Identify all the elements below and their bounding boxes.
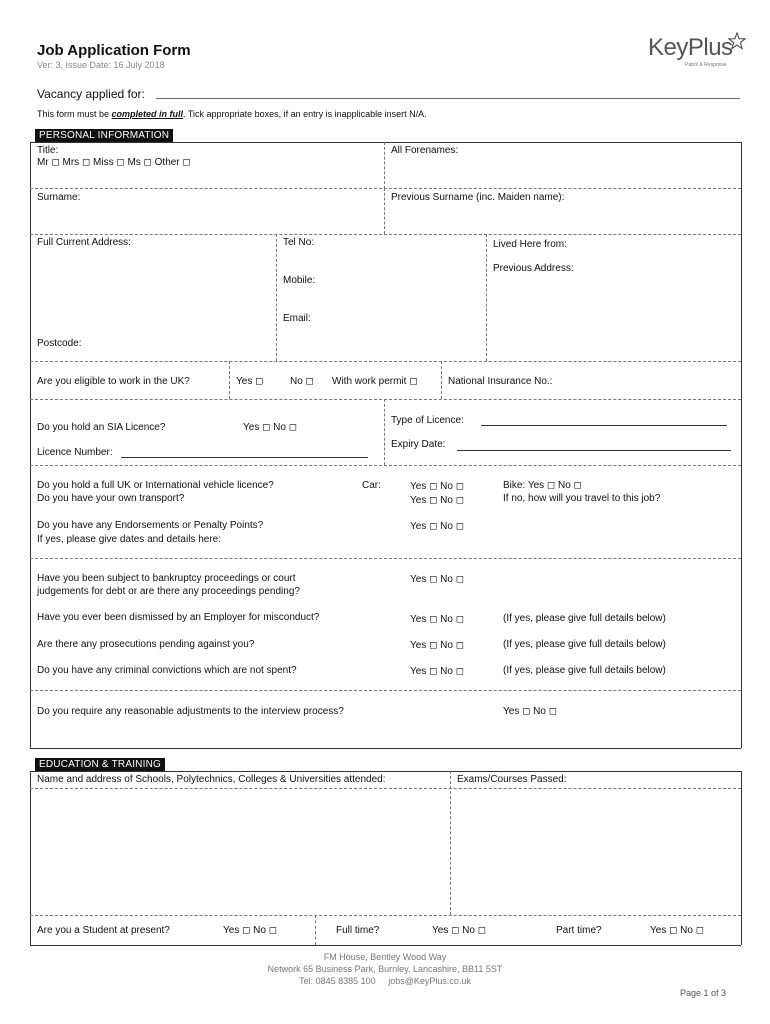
page-number: Page 1 of 3 — [680, 988, 727, 998]
eligible-yes-checkbox[interactable]: Yes ◻ — [236, 376, 264, 387]
lived-here-label: Lived Here from: — [493, 239, 567, 250]
car-label: Car: — [362, 480, 381, 491]
sia-options[interactable]: Yes ◻ No ◻ — [243, 422, 298, 433]
footer-address-line1: FM House, Bentley Wood Way — [323, 952, 447, 962]
prosecution-question: Are there any prosecutions pending against you? — [37, 639, 255, 650]
schools-input-area[interactable] — [32, 790, 448, 914]
parttime-options[interactable]: Yes ◻ No ◻ — [650, 925, 705, 936]
vacancy-input[interactable] — [156, 98, 740, 99]
sia-question: Do you hold an SIA Licence? — [37, 422, 166, 433]
prosecution-options[interactable]: Yes ◻ No ◻ — [410, 640, 465, 651]
student-question: Are you a Student at present? — [37, 925, 170, 936]
national-insurance-label: National Insurance No.: — [448, 376, 553, 387]
address-label: Full Current Address: — [37, 237, 131, 248]
student-options[interactable]: Yes ◻ No ◻ — [223, 925, 278, 936]
keyplus-logo — [648, 34, 744, 72]
logo-tagline: Patrol & Response — [685, 62, 727, 68]
star-icon — [728, 32, 746, 50]
exams-label: Exams/Courses Passed: — [457, 774, 567, 785]
eligible-question: Are you eligible to work in the UK? — [37, 376, 190, 387]
convictions-options[interactable]: Yes ◻ No ◻ — [410, 666, 465, 677]
endorsements-details-prompt: If yes, please give dates and details here: — [37, 534, 222, 545]
bankruptcy-question-line1: Have you been subject to bankruptcy proceedings or court — [37, 573, 296, 584]
dismissed-question: Have you ever been dismissed by an Employer for misconduct? — [37, 612, 320, 623]
postcode-label: Postcode: — [37, 338, 82, 349]
footer-contact: Tel: 0845 8385 100 jobs@KeyPlus.co.uk — [299, 976, 471, 986]
work-permit-checkbox[interactable]: With work permit ◻ — [332, 376, 418, 387]
bankruptcy-question-line2: judgements for debt or are there any proceedings pending? — [37, 586, 300, 597]
own-transport-question: Do you have your own transport? — [37, 493, 185, 504]
previous-surname-label: Previous Surname (inc. Maiden name): — [391, 192, 565, 203]
own-transport-options[interactable]: Yes ◻ No ◻ — [410, 495, 465, 506]
forenames-label: All Forenames: — [391, 145, 459, 156]
logo-wordmark: KeyPlus — [648, 34, 733, 61]
bankruptcy-options[interactable]: Yes ◻ No ◻ — [410, 574, 465, 585]
surname-label: Surname: — [37, 192, 81, 203]
car-options[interactable]: Yes ◻ No ◻ — [410, 481, 465, 492]
adjustments-options[interactable]: Yes ◻ No ◻ — [503, 706, 558, 717]
tel-label: Tel No: — [283, 237, 315, 248]
mobile-label: Mobile: — [283, 275, 316, 286]
schools-label: Name and address of Schools, Polytechnics, Colleges & Universities attended: — [37, 774, 386, 785]
title-options[interactable]: Mr ◻ Mrs ◻ Miss ◻ Ms ◻ Other ◻ — [37, 157, 191, 168]
fulltime-label: Full time? — [336, 925, 380, 936]
vacancy-label: Vacancy applied for: — [37, 87, 145, 101]
email-label: Email: — [283, 313, 311, 324]
bike-options[interactable]: Bike: Yes ◻ No ◻ — [503, 480, 582, 491]
convictions-question: Do you have any criminal convictions which are not spent? — [37, 665, 297, 676]
instruction-text: This form must be completed in full. Tick appropriate boxes, if an entry is inapplicable insert N/A. — [37, 109, 427, 119]
section-education-training: EDUCATION & TRAINING — [35, 758, 165, 771]
eligible-no-checkbox[interactable]: No ◻ — [290, 376, 314, 387]
travel-question: If no, how will you travel to this job? — [503, 493, 661, 504]
licence-number-label: Licence Number: — [37, 447, 113, 458]
footer-address-line2: Network 65 Business Park, Burnley, Lancashire, BB11 5ST — [267, 964, 503, 974]
adjustments-question: Do you require any reasonable adjustments to the interview process? — [37, 706, 344, 717]
dismissed-details-note: (If yes, please give full details below) — [503, 613, 666, 624]
parttime-label: Part time? — [556, 925, 602, 936]
convictions-details-note: (If yes, please give full details below) — [503, 665, 666, 676]
title-label: Title: — [37, 145, 59, 156]
expiry-date-input[interactable] — [457, 450, 731, 451]
licence-type-input[interactable] — [481, 425, 727, 426]
expiry-date-label: Expiry Date: — [391, 439, 446, 450]
licence-type-label: Type of Licence: — [391, 415, 464, 426]
prosecution-details-note: (If yes, please give full details below) — [503, 639, 666, 650]
dismissed-options[interactable]: Yes ◻ No ◻ — [410, 614, 465, 625]
section-personal-information: PERSONAL INFORMATION — [35, 129, 173, 142]
vehicle-licence-question: Do you hold a full UK or International vehicle licence? — [37, 480, 274, 491]
licence-number-input[interactable] — [121, 457, 368, 458]
page-title: Job Application Form — [37, 42, 191, 59]
exams-input-area[interactable] — [452, 790, 739, 914]
previous-address-label: Previous Address: — [493, 263, 574, 274]
endorsements-question: Do you have any Endorsements or Penalty Points? — [37, 520, 264, 531]
version-text: Ver: 3, Issue Date: 16 July 2018 — [37, 60, 165, 70]
endorsements-options[interactable]: Yes ◻ No ◻ — [410, 521, 465, 532]
fulltime-options[interactable]: Yes ◻ No ◻ — [432, 925, 487, 936]
